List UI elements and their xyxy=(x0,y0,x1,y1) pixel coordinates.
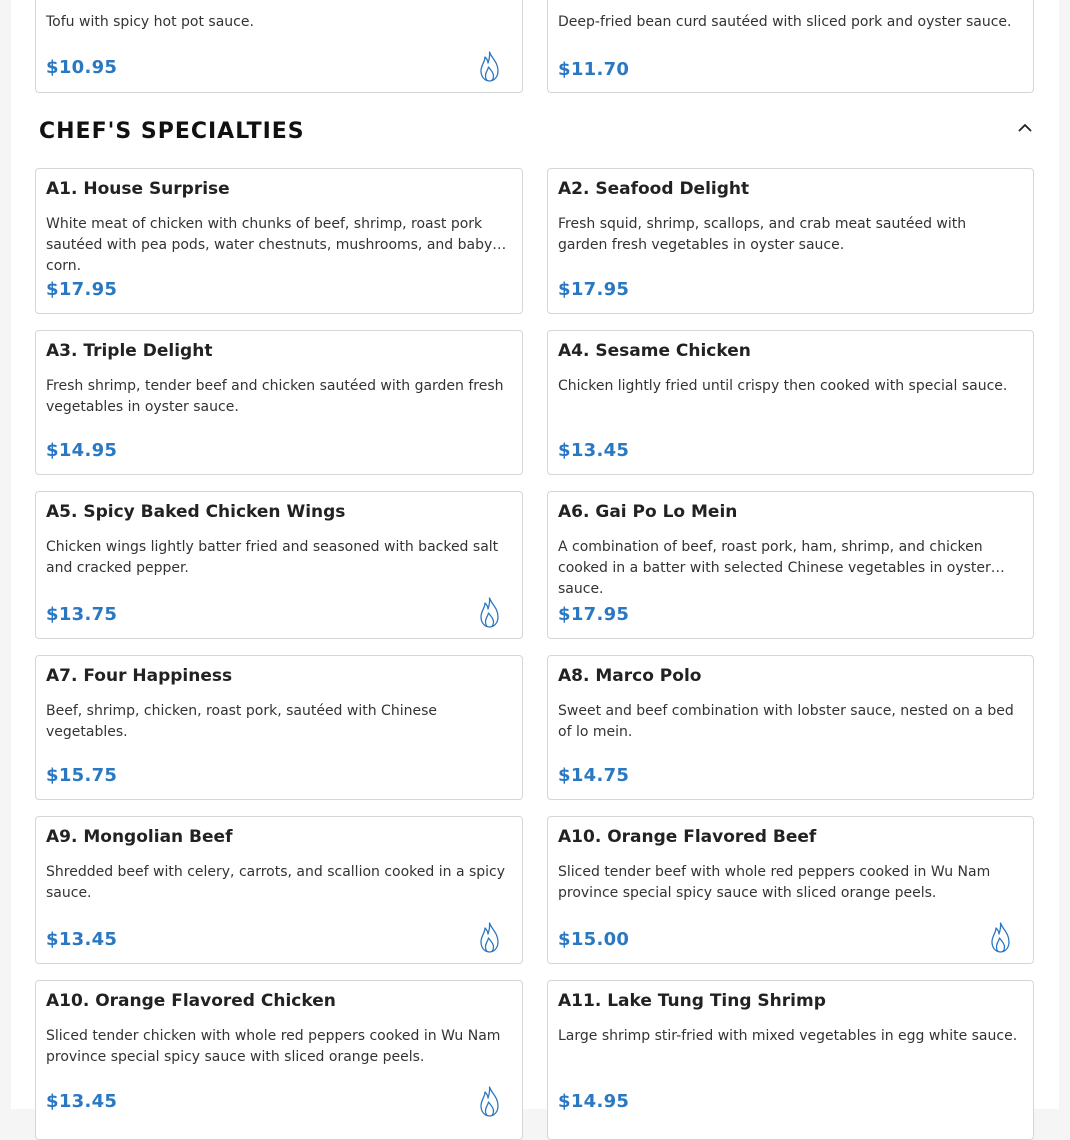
menu-item-card[interactable] xyxy=(547,655,1034,800)
spicy-flame-icon xyxy=(476,50,503,83)
menu-item-price: $14.95 xyxy=(46,440,118,461)
spicy-flame-icon xyxy=(987,921,1014,954)
menu-item-name: A2. Seafood Delight xyxy=(558,179,750,199)
menu-item-description: Large shrimp stir-fried with mixed vegetables in egg white sauce. xyxy=(558,1028,1018,1044)
menu-item-name: A11. Lake Tung Ting Shrimp xyxy=(558,991,826,1011)
chevron-up-icon[interactable] xyxy=(1016,119,1034,137)
menu-item-price: $17.95 xyxy=(46,279,118,300)
menu-item-description: Sliced tender beef with whole red peppers cooked in Wu Nam province special spicy sauce with sliced orange peels. xyxy=(558,864,991,901)
menu-item-card[interactable] xyxy=(35,816,523,964)
spicy-flame-icon xyxy=(476,596,503,629)
menu-item-price: $14.95 xyxy=(558,1091,630,1112)
menu-item-price: $17.95 xyxy=(558,279,630,300)
menu-item-description: Beef, shrimp, chicken, roast pork, sautéed with Chinese vegetables. xyxy=(46,703,437,740)
menu-item-price: $15.75 xyxy=(46,765,118,786)
menu-item-description: Sweet and beef combination with lobster sauce, nested on a bed of lo mein. xyxy=(558,703,1014,740)
menu-item-name: A3. Triple Delight xyxy=(46,341,213,361)
menu-item-name: A7. Four Happiness xyxy=(46,666,233,686)
menu-item-description: Fresh squid, shrimp, scallops, and crab meat sautéed with garden fresh vegetables in oyster sauce. xyxy=(558,216,967,253)
menu-item-name: A5. Spicy Baked Chicken Wings xyxy=(46,502,346,522)
menu-item-card[interactable] xyxy=(547,168,1034,314)
menu-item-price: $10.95 xyxy=(46,57,118,78)
menu-item-price: $13.45 xyxy=(558,440,630,461)
menu-item-price: $14.75 xyxy=(558,765,630,786)
menu-item-description: Tofu with spicy hot pot sauce. xyxy=(46,14,254,30)
menu-item-card[interactable] xyxy=(35,168,523,314)
menu-item-name: A10. Orange Flavored Beef xyxy=(558,827,817,847)
menu-item-card[interactable] xyxy=(35,491,523,639)
spicy-flame-icon xyxy=(476,1085,503,1118)
menu-item-card[interactable] xyxy=(547,330,1034,475)
menu-item-price: $13.45 xyxy=(46,929,118,950)
menu-item-card[interactable] xyxy=(547,816,1034,964)
menu-item-name: A1. House Surprise xyxy=(46,179,230,199)
menu-page xyxy=(11,0,1059,1112)
menu-item-name: A4. Sesame Chicken xyxy=(558,341,751,361)
menu-item-card[interactable] xyxy=(547,980,1034,1140)
menu-item-description: Fresh shrimp, tender beef and chicken sautéed with garden fresh vegetables in oyster sauce. xyxy=(46,378,504,415)
menu-item-description: Shredded beef with celery, carrots, and scallion cooked in a spicy sauce. xyxy=(46,864,506,901)
menu-item-description: White meat of chicken with chunks of beef, shrimp, roast pork sautéed with pea pods, water chestnuts, mushrooms, and baby corn. xyxy=(46,216,493,274)
menu-item-price: $15.00 xyxy=(558,929,630,950)
menu-item-description: Chicken wings lightly batter fried and seasoned with backed salt and cracked pepper. xyxy=(46,539,499,576)
menu-item-card[interactable] xyxy=(35,980,523,1140)
menu-item-price: $17.95 xyxy=(558,604,630,625)
menu-item-description: A combination of beef, roast pork, ham, shrimp, and chicken cooked in a batter with selected Chinese vegetables in oyster sauce. xyxy=(558,539,991,597)
menu-item-price: $11.70 xyxy=(558,59,630,80)
menu-item-price: $13.75 xyxy=(46,604,118,625)
menu-item-description: Deep-fried bean curd sautéed with sliced pork and oyster sauce. xyxy=(558,14,1012,30)
menu-item-card[interactable] xyxy=(35,0,523,93)
menu-item-description: Sliced tender chicken with whole red peppers cooked in Wu Nam province special spicy sauce with sliced orange peels. xyxy=(46,1028,501,1065)
menu-item-name: A8. Marco Polo xyxy=(558,666,702,686)
menu-item-card[interactable] xyxy=(35,330,523,475)
section-title: CHEF'S SPECIALTIES xyxy=(39,119,305,144)
menu-item-description: Chicken lightly fried until crispy then cooked with special sauce. xyxy=(558,378,1008,394)
spicy-flame-icon xyxy=(476,921,503,954)
menu-item-card[interactable] xyxy=(547,0,1034,93)
menu-item-card[interactable] xyxy=(35,655,523,800)
menu-item-name: A6. Gai Po Lo Mein xyxy=(558,502,738,522)
menu-item-price: $13.45 xyxy=(46,1091,118,1112)
menu-item-card[interactable] xyxy=(547,491,1034,639)
menu-item-name: A9. Mongolian Beef xyxy=(46,827,233,847)
menu-item-name: A10. Orange Flavored Chicken xyxy=(46,991,336,1011)
